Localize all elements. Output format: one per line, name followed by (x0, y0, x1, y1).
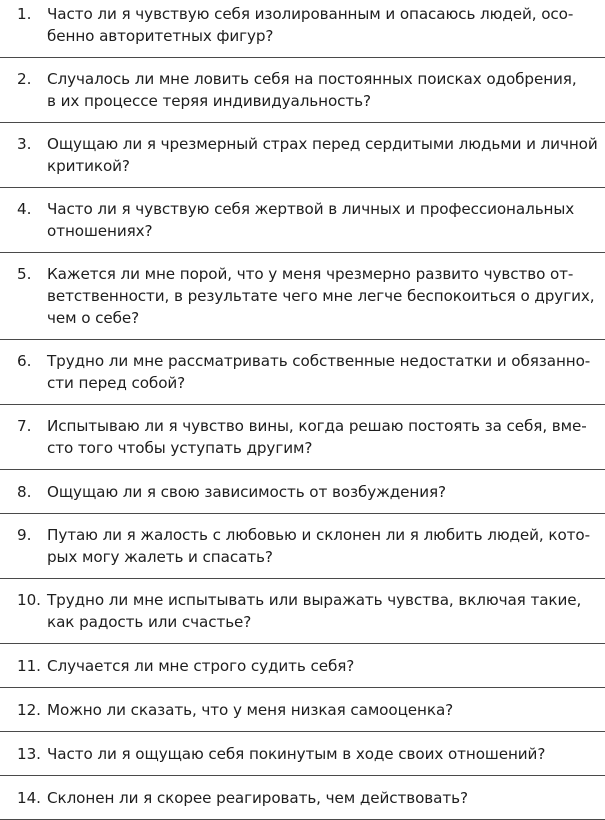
question-row (0, 470, 605, 514)
question-text: Трудно ли мне рассматривать собственные недостатки и обязанно- сти перед собой? (47, 352, 591, 392)
question-row (0, 188, 605, 253)
question-row (0, 58, 605, 123)
question-number: 12. (17, 701, 41, 719)
question-row (0, 688, 605, 732)
question-number: 6. (17, 352, 32, 370)
question-number: 11. (17, 657, 41, 675)
question-row (0, 340, 605, 405)
question-text: Ощущаю ли я чрезмерный страх перед сердитыми людьми и личной критикой? (47, 135, 598, 175)
question-number: 3. (17, 135, 32, 153)
question-text: Часто ли я чувствую себя жертвой в личных и профессиональных отношениях? (47, 200, 575, 240)
question-row (0, 253, 605, 340)
question-text: Путаю ли я жалость с любовью и склонен ли я любить людей, кото- рых могу жалеть и спасать? (47, 526, 590, 566)
question-number: 13. (17, 745, 41, 763)
question-number: 10. (17, 591, 41, 609)
question-number: 8. (17, 483, 32, 501)
question-text: Испытываю ли я чувство вины, когда решаю постоять за себя, вме- сто того чтобы уступать другим? (47, 417, 587, 457)
question-row (0, 644, 605, 688)
question-text: Случается ли мне строго судить себя? (47, 657, 355, 675)
question-row (0, 405, 605, 470)
question-number: 4. (17, 200, 32, 218)
question-row (0, 732, 605, 776)
question-row (0, 776, 605, 820)
question-row (0, 579, 605, 644)
question-number: 2. (17, 70, 32, 88)
question-text: Часто ли я ощущаю себя покинутым в ходе своих отношений? (47, 745, 546, 763)
question-number: 1. (17, 5, 32, 23)
question-row (0, 514, 605, 579)
question-number: 7. (17, 417, 32, 435)
question-text: Случалось ли мне ловить себя на постоянных поисках одобрения, в их процессе теряя индивидуальность? (47, 70, 577, 110)
question-number: 14. (17, 789, 41, 807)
question-text: Часто ли я чувствую себя изолированным и опасаюсь людей, осо- бенно авторитетных фигур? (47, 5, 574, 45)
question-number: 5. (17, 265, 32, 283)
question-number: 9. (17, 526, 32, 544)
question-row (0, 123, 605, 188)
question-text: Ощущаю ли я свою зависимость от возбуждения? (47, 483, 446, 501)
question-row (0, 0, 605, 58)
question-text: Склонен ли я скорее реагировать, чем действовать? (47, 789, 468, 807)
question-text: Можно ли сказать, что у меня низкая самооценка? (47, 701, 454, 719)
question-text: Трудно ли мне испытывать или выражать чувства, включая такие, как радость или счастье? (47, 591, 582, 631)
question-text: Кажется ли мне порой, что у меня чрезмерно развито чувство от- ветственности, в результате чего мне легче беспокоиться о других, чем о себе? (47, 265, 595, 327)
